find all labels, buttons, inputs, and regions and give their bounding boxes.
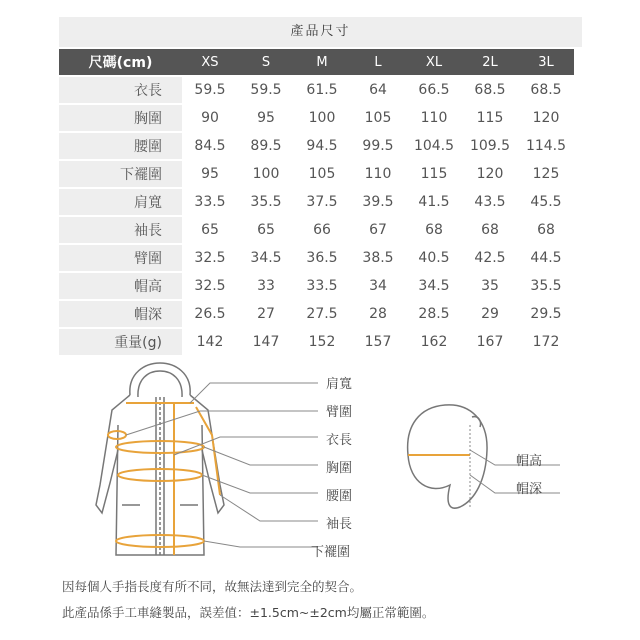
column-header: 3L — [518, 49, 574, 75]
table-cell: 105 — [364, 110, 392, 126]
table-cell: 100 — [308, 110, 336, 126]
table-cell: 100 — [252, 166, 280, 182]
table-row — [59, 245, 574, 271]
measurement-diagram — [0, 355, 640, 570]
table-cell: 125 — [532, 166, 560, 182]
table-cell: 42.5 — [474, 250, 506, 266]
row-label: 腰圍 — [59, 133, 182, 159]
table-cell: 59.5 — [194, 82, 226, 98]
table-cell: 104.5 — [413, 138, 455, 154]
table-cell: 68.5 — [474, 82, 506, 98]
table-cell: 84.5 — [194, 138, 226, 154]
table-cell: 99.5 — [362, 138, 394, 154]
label-shoulder: 肩寬 — [326, 377, 353, 392]
table-cell: 95 — [201, 166, 219, 182]
table-cell: 65 — [201, 222, 219, 238]
column-header: XL — [406, 49, 462, 75]
label-waist: 腰圍 — [326, 489, 353, 504]
table-cell: 35 — [481, 278, 499, 294]
row-label: 肩寬 — [59, 189, 182, 215]
label-hem: 下襬圍 — [311, 545, 351, 560]
table-cell: 39.5 — [362, 194, 394, 210]
table-row — [59, 301, 574, 327]
column-header: S — [238, 49, 294, 75]
jacket-illustration — [0, 355, 640, 570]
table-cell: 65 — [257, 222, 275, 238]
table-cell: 90 — [201, 110, 219, 126]
row-label: 胸圍 — [59, 105, 182, 131]
table-cell: 109.5 — [469, 138, 511, 154]
table-cell: 33 — [257, 278, 275, 294]
table-cell: 89.5 — [250, 138, 282, 154]
label-hood-depth: 帽深 — [516, 482, 543, 497]
table-cell: 110 — [420, 110, 448, 126]
table-cell: 41.5 — [418, 194, 450, 210]
table-cell: 152 — [308, 334, 336, 350]
table-cell: 61.5 — [306, 82, 338, 98]
row-label: 臂圍 — [59, 245, 182, 271]
note-tolerance: 此產品係手工車縫製品，誤差值：±1.5cm~±2cm均屬正常範圍。 — [62, 605, 435, 620]
table-row — [59, 217, 574, 243]
table-cell: 167 — [476, 334, 504, 350]
note-fit: 因每個人手指長度有所不同，故無法達到完全的契合。 — [62, 579, 363, 594]
table-cell: 68 — [537, 222, 555, 238]
row-label: 重量(g) — [59, 329, 182, 355]
column-header: M — [294, 49, 350, 75]
table-cell: 142 — [196, 334, 224, 350]
table-cell: 27 — [257, 306, 275, 322]
table-row — [59, 329, 574, 355]
table-cell: 95 — [257, 110, 275, 126]
table-cell: 32.5 — [194, 250, 226, 266]
table-cell: 147 — [252, 334, 280, 350]
table-header-row — [59, 49, 574, 75]
table-cell: 33.5 — [306, 278, 338, 294]
label-arm: 臂圍 — [326, 405, 353, 420]
table-row — [59, 77, 574, 103]
table-cell: 32.5 — [194, 278, 226, 294]
table-cell: 115 — [420, 166, 448, 182]
table-cell: 44.5 — [530, 250, 562, 266]
table-cell: 94.5 — [306, 138, 338, 154]
table-cell: 115 — [476, 110, 504, 126]
table-cell: 120 — [532, 110, 560, 126]
table-cell: 27.5 — [306, 306, 338, 322]
row-label: 帽深 — [59, 301, 182, 327]
table-cell: 45.5 — [530, 194, 562, 210]
table-row — [59, 273, 574, 299]
table-cell: 105 — [308, 166, 336, 182]
table-cell: 34.5 — [418, 278, 450, 294]
table-title: 產品尺寸 — [59, 17, 582, 47]
table-cell: 26.5 — [194, 306, 226, 322]
label-chest: 胸圍 — [326, 461, 353, 476]
table-cell: 59.5 — [250, 82, 282, 98]
table-cell: 33.5 — [194, 194, 226, 210]
row-label: 帽高 — [59, 273, 182, 299]
table-cell: 34 — [369, 278, 387, 294]
table-cell: 34.5 — [250, 250, 282, 266]
table-cell: 28 — [369, 306, 387, 322]
row-label: 袖長 — [59, 217, 182, 243]
table-row — [59, 189, 574, 215]
table-cell: 68 — [481, 222, 499, 238]
row-label: 衣長 — [59, 77, 182, 103]
table-cell: 29.5 — [530, 306, 562, 322]
column-header: 2L — [462, 49, 518, 75]
table-cell: 28.5 — [418, 306, 450, 322]
table-cell: 68.5 — [530, 82, 562, 98]
table-cell: 64 — [369, 82, 387, 98]
table-cell: 43.5 — [474, 194, 506, 210]
table-cell: 66 — [313, 222, 331, 238]
table-cell: 67 — [369, 222, 387, 238]
table-cell: 172 — [532, 334, 560, 350]
table-cell: 114.5 — [525, 138, 567, 154]
table-cell: 68 — [425, 222, 443, 238]
corner-header: 尺碼(cm) — [59, 49, 182, 75]
table-cell: 35.5 — [250, 194, 282, 210]
table-row — [59, 161, 574, 187]
column-header: XS — [182, 49, 238, 75]
table-cell: 40.5 — [418, 250, 450, 266]
table-cell: 37.5 — [306, 194, 338, 210]
label-hood-height: 帽高 — [516, 454, 543, 469]
table-cell: 35.5 — [530, 278, 562, 294]
size-table — [59, 47, 574, 357]
label-length: 衣長 — [326, 433, 353, 448]
table-cell: 38.5 — [362, 250, 394, 266]
table-cell: 120 — [476, 166, 504, 182]
row-label: 下襬圍 — [59, 161, 182, 187]
table-cell: 36.5 — [306, 250, 338, 266]
table-cell: 110 — [364, 166, 392, 182]
table-row — [59, 133, 574, 159]
table-cell: 162 — [420, 334, 448, 350]
column-header: L — [350, 49, 406, 75]
label-sleeve: 袖長 — [326, 517, 353, 532]
table-cell: 29 — [481, 306, 499, 322]
table-cell: 66.5 — [418, 82, 450, 98]
table-row — [59, 105, 574, 131]
table-cell: 157 — [364, 334, 392, 350]
